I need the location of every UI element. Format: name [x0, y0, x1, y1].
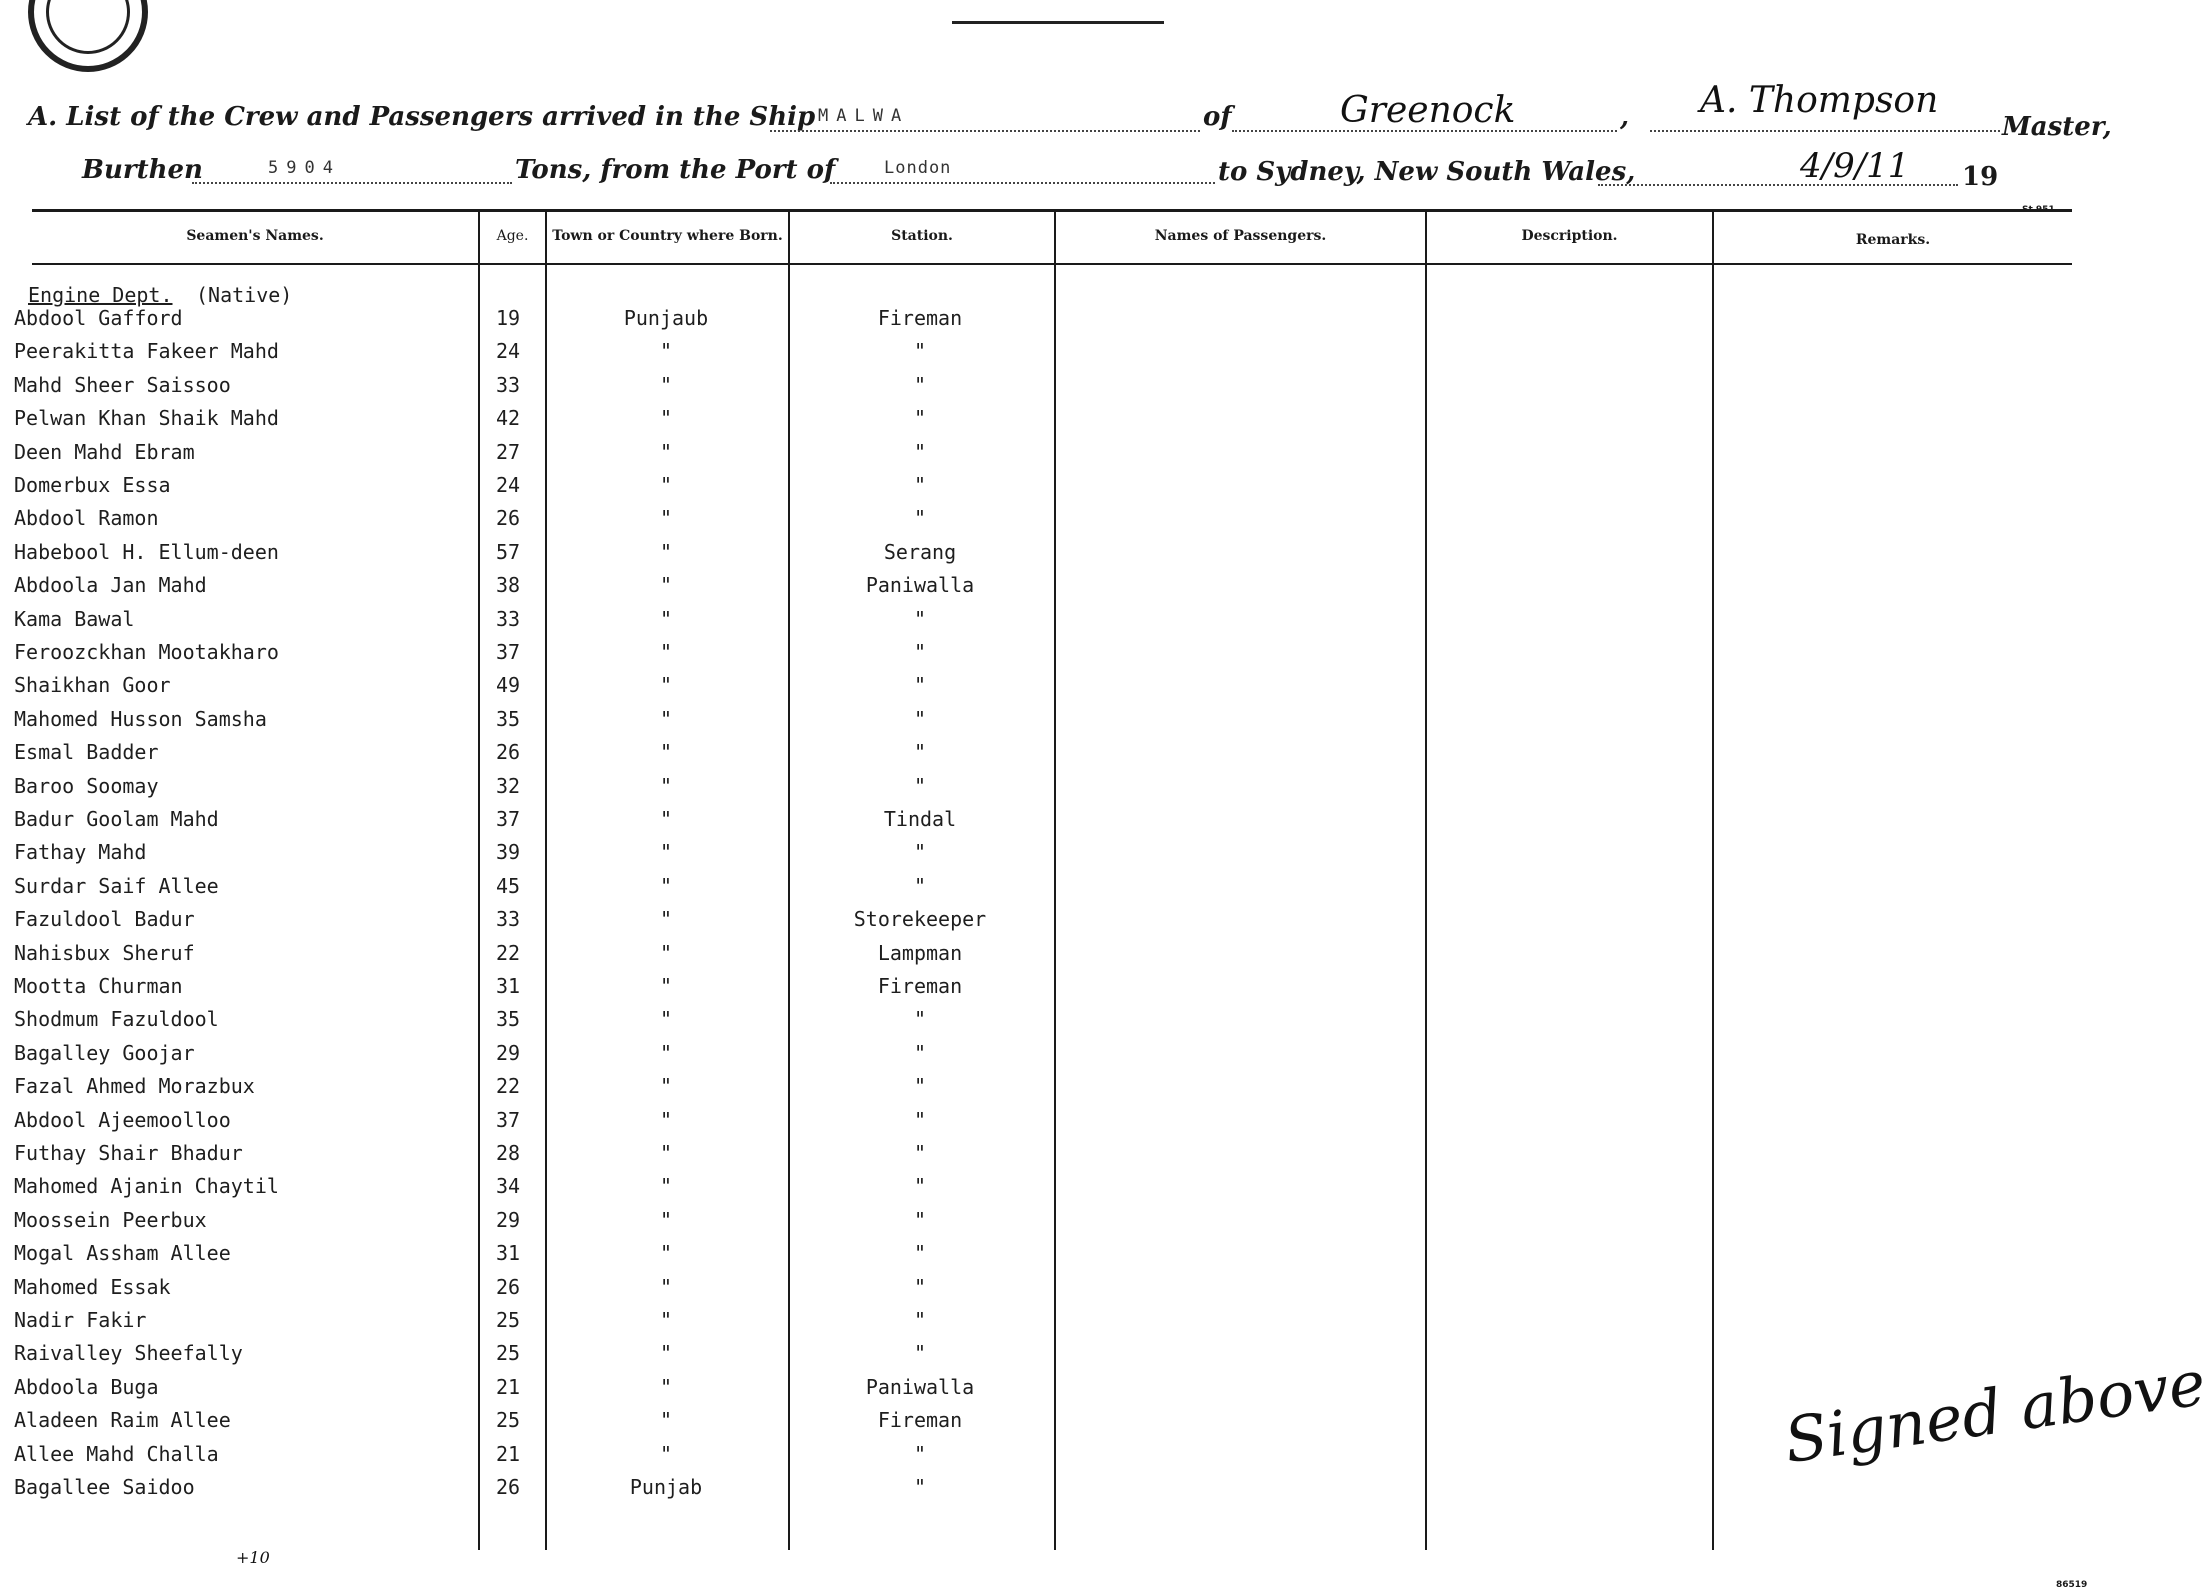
- crew-age: 33: [495, 606, 521, 631]
- crew-born: ": [659, 940, 673, 965]
- crew-age: 38: [495, 573, 521, 598]
- burthen-value: 5904: [268, 158, 341, 178]
- table-row: [0, 707, 2110, 737]
- from-port: London: [884, 158, 952, 178]
- col-header-age: Age.: [496, 228, 529, 244]
- burthen-field-line: [192, 182, 512, 184]
- crew-born: ": [659, 907, 673, 932]
- crew-station: Serang: [883, 539, 957, 564]
- table-row: [0, 840, 2110, 870]
- crew-age: 49: [495, 673, 521, 698]
- crew-age: 26: [495, 1274, 521, 1299]
- crew-name: Baroo Soomay: [14, 773, 159, 798]
- crew-station: ": [913, 640, 927, 664]
- crew-born: ": [659, 640, 673, 664]
- crew-name: Abdool Ramon: [14, 506, 159, 531]
- col-header-remarks: Remarks.: [1855, 232, 1931, 248]
- table-row: [0, 807, 2110, 837]
- crew-born: ": [659, 1174, 673, 1199]
- crew-station: ": [913, 372, 927, 397]
- crew-age: 37: [495, 807, 521, 831]
- crew-name: Moossein Peerbux: [14, 1207, 207, 1232]
- table-row: [0, 673, 2110, 703]
- crew-name: Fazal Ahmed Morazbux: [14, 1074, 255, 1099]
- crew-name: Bagalley Goojar: [14, 1040, 195, 1065]
- top-rule: [952, 21, 1164, 24]
- table-row: [0, 1108, 2110, 1138]
- crew-name: Feroozckhan Mootakharo: [14, 640, 279, 664]
- crew-station: ": [913, 1241, 927, 1266]
- table-row: [0, 373, 2110, 403]
- master-label: Master,: [2002, 112, 2112, 142]
- crew-born: ": [659, 1341, 673, 1366]
- crew-age: 33: [495, 372, 521, 397]
- table-row: [0, 1341, 2110, 1371]
- header-line1: A. List of the Crew and Passengers arrived in the Ship: [28, 102, 816, 132]
- crew-name: Fathay Mahd: [14, 840, 147, 865]
- crew-age: 25: [495, 1408, 521, 1433]
- table-top-rule: [32, 209, 2072, 212]
- crew-age: 21: [495, 1441, 521, 1466]
- crew-born: ": [659, 1274, 673, 1299]
- crew-station: Storekeeper: [853, 907, 987, 932]
- crew-born: ": [659, 706, 673, 731]
- crew-station: ": [913, 339, 927, 364]
- crew-name: Futhay Shair Bhadur: [14, 1141, 243, 1165]
- col-header-station: Station.: [891, 228, 953, 244]
- crew-name: Peerakitta Fakeer Mahd: [14, 339, 279, 364]
- table-row: [0, 306, 2110, 336]
- table-row: [0, 506, 2110, 536]
- crew-born: ": [659, 1241, 673, 1266]
- crew-station: ": [913, 740, 927, 765]
- table-row: [0, 1007, 2110, 1037]
- table-row: [0, 607, 2110, 637]
- crew-name: Deen Mahd Ebram: [14, 439, 195, 464]
- crew-name: Abdool Ajeemoolloo: [14, 1107, 231, 1132]
- crew-station: ": [913, 1040, 927, 1065]
- col-header-description: Description.: [1521, 228, 1618, 244]
- table-row: [0, 1041, 2110, 1071]
- crew-station: Paniwalla: [865, 1374, 975, 1399]
- crew-age: 37: [495, 1107, 521, 1132]
- crew-born: ": [659, 1074, 673, 1099]
- table-row: [0, 974, 2110, 1004]
- crew-station: Fireman: [877, 1408, 963, 1433]
- crew-name: Habebool H. Ellum-deen: [14, 539, 279, 564]
- crew-station: ": [913, 1441, 927, 1466]
- crew-born: ": [659, 1441, 673, 1466]
- crew-name: Esmal Badder: [14, 740, 159, 765]
- crew-born: ": [659, 606, 673, 631]
- table-row: [0, 440, 2110, 470]
- crew-age: 28: [495, 1141, 521, 1165]
- crew-born: Punjaub: [623, 306, 709, 330]
- section-title: Engine Dept.: [28, 283, 173, 307]
- crew-station: ": [913, 473, 927, 497]
- crew-name: Bagallee Saidoo: [14, 1475, 195, 1499]
- crew-born: ": [659, 1040, 673, 1065]
- from-port-field-line: [830, 182, 1215, 184]
- crew-station: ": [913, 1007, 927, 1032]
- home-port-handwritten: Greenock: [1340, 90, 1516, 131]
- crew-station: Tindal: [883, 807, 957, 831]
- crew-born: ": [659, 807, 673, 831]
- of-label: of: [1203, 102, 1232, 132]
- table-row: [0, 874, 2110, 904]
- crew-age: 26: [495, 740, 521, 765]
- ship-name: MALWA: [818, 106, 910, 126]
- crew-station: ": [913, 840, 927, 865]
- crew-born: ": [659, 873, 673, 898]
- table-row: [0, 1275, 2110, 1305]
- crew-born: ": [659, 573, 673, 598]
- year-suffix: 19: [1962, 162, 1999, 192]
- crew-born: ": [659, 539, 673, 564]
- table-row: [0, 1208, 2110, 1238]
- crew-born: ": [659, 1374, 673, 1399]
- table-row: [0, 1141, 2110, 1171]
- table-row: [0, 640, 2110, 670]
- crew-name: Mahomed Ajanin Chaytil: [14, 1174, 279, 1199]
- crew-name: Abdoola Buga: [14, 1374, 159, 1399]
- table-row: [0, 1308, 2110, 1338]
- crew-station: ": [913, 1308, 927, 1332]
- crew-born: ": [659, 1308, 673, 1332]
- table-row: [0, 406, 2110, 436]
- crew-name: Allee Mahd Challa: [14, 1441, 219, 1466]
- crew-name: Shodmum Fazuldool: [14, 1007, 219, 1032]
- crew-name: Fazuldool Badur: [14, 907, 195, 932]
- table-row: [0, 941, 2110, 971]
- seal-stamp: [28, 0, 148, 72]
- table-row: [0, 740, 2110, 770]
- crew-age: 31: [495, 1241, 521, 1266]
- crew-age: 39: [495, 840, 521, 865]
- crew-born: ": [659, 740, 673, 765]
- crew-born: ": [659, 840, 673, 865]
- crew-age: 45: [495, 873, 521, 898]
- crew-age: 29: [495, 1207, 521, 1232]
- crew-age: 35: [495, 706, 521, 731]
- crew-station: Paniwalla: [865, 573, 975, 598]
- crew-station: ": [913, 706, 927, 731]
- comma: ,: [1620, 102, 1630, 132]
- crew-age: 42: [495, 406, 521, 431]
- crew-name: Mootta Churman: [14, 974, 183, 998]
- crew-born: Punjab: [629, 1475, 703, 1499]
- crew-station: ": [913, 1107, 927, 1132]
- crew-name: Raivalley Sheefally: [14, 1341, 243, 1366]
- crew-age: 27: [495, 439, 521, 464]
- crew-age: 33: [495, 907, 521, 932]
- master-signature: A. Thompson: [1700, 80, 1939, 121]
- crew-age: 26: [495, 506, 521, 531]
- crew-station: ": [913, 506, 927, 531]
- crew-age: 35: [495, 1007, 521, 1032]
- table-row: [0, 774, 2110, 804]
- table-row: [0, 1174, 2110, 1204]
- crew-born: ": [659, 506, 673, 531]
- stray-mark: +10: [236, 1548, 270, 1567]
- crew-station: Fireman: [877, 306, 963, 330]
- crew-age: 24: [495, 339, 521, 364]
- crew-born: ": [659, 439, 673, 464]
- table-row: [0, 1241, 2110, 1271]
- crew-name: Nahisbux Sheruf: [14, 940, 195, 965]
- crew-born: ": [659, 372, 673, 397]
- crew-born: ": [659, 473, 673, 497]
- table-row: [0, 540, 2110, 570]
- table-row: [0, 907, 2110, 937]
- crew-born: ": [659, 1141, 673, 1165]
- table-row: [0, 1475, 2110, 1505]
- crew-name: Mahd Sheer Saissoo: [14, 372, 231, 397]
- crew-age: 25: [495, 1341, 521, 1366]
- crew-born: ": [659, 1107, 673, 1132]
- crew-station: ": [913, 1174, 927, 1199]
- crew-age: 25: [495, 1308, 521, 1332]
- crew-station: Fireman: [877, 974, 963, 998]
- crew-station: ": [913, 873, 927, 898]
- crew-station: ": [913, 1074, 927, 1099]
- table-row: [0, 339, 2110, 369]
- col-header-passengers: Names of Passengers.: [1154, 228, 1327, 244]
- crew-age: 21: [495, 1374, 521, 1399]
- crew-age: 34: [495, 1174, 521, 1199]
- crew-station: ": [913, 606, 927, 631]
- crew-age: 22: [495, 940, 521, 965]
- crew-born: ": [659, 1408, 673, 1433]
- table-row: [0, 573, 2110, 603]
- crew-station: ": [913, 1341, 927, 1366]
- crew-station: ": [913, 1274, 927, 1299]
- col-header-born: Town or Country where Born.: [552, 228, 783, 244]
- footer-code: 86519: [2056, 1580, 2088, 1590]
- crew-name: Mahomed Essak: [14, 1274, 171, 1299]
- crew-name: Nadir Fakir: [14, 1308, 147, 1332]
- table-row: [0, 473, 2110, 503]
- crew-born: ": [659, 773, 673, 798]
- table-row: [0, 1074, 2110, 1104]
- table-header-rule: [32, 263, 2072, 265]
- crew-station: ": [913, 1207, 927, 1232]
- col-header-names: Seamen's Names.: [186, 228, 324, 244]
- crew-age: 31: [495, 974, 521, 998]
- crew-born: ": [659, 974, 673, 998]
- crew-name: Mahomed Husson Samsha: [14, 706, 267, 731]
- crew-station: ": [913, 406, 927, 431]
- crew-age: 57: [495, 539, 521, 564]
- crew-born: ": [659, 673, 673, 698]
- crew-name: Surdar Saif Allee: [14, 873, 219, 898]
- crew-name: Kama Bawal: [14, 606, 135, 631]
- crew-age: 32: [495, 773, 521, 798]
- crew-age: 22: [495, 1074, 521, 1099]
- crew-station: ": [913, 773, 927, 798]
- crew-station: ": [913, 1141, 927, 1165]
- crew-age: 19: [495, 306, 521, 330]
- crew-name: Shaikhan Goor: [14, 673, 171, 698]
- crew-name: Aladeen Raim Allee: [14, 1408, 231, 1433]
- crew-name: Domerbux Essa: [14, 473, 171, 497]
- crew-name: Abdool Gafford: [14, 306, 183, 330]
- burthen-label: Burthen: [82, 155, 203, 185]
- crew-age: 37: [495, 640, 521, 664]
- remarks-signed-above: Signed above: [1780, 1346, 2210, 1478]
- crew-station: ": [913, 1475, 927, 1499]
- crew-born: ": [659, 406, 673, 431]
- ship-field-line: [770, 130, 1200, 132]
- crew-name: Pelwan Khan Shaik Mahd: [14, 406, 279, 431]
- crew-age: 29: [495, 1040, 521, 1065]
- crew-station: Lampman: [877, 940, 963, 965]
- to-label: to Sydney, New South Wales,: [1218, 157, 1636, 187]
- table-row: [0, 1375, 2110, 1405]
- crew-name: Mogal Assham Allee: [14, 1241, 231, 1266]
- crew-station: ": [913, 439, 927, 464]
- crew-name: Abdoola Jan Mahd: [14, 573, 207, 598]
- crew-age: 24: [495, 473, 521, 497]
- crew-born: ": [659, 339, 673, 364]
- crew-born: ": [659, 1007, 673, 1032]
- crew-age: 26: [495, 1475, 521, 1499]
- master-field-line: [1650, 130, 2000, 132]
- date-handwritten: 4/9/11: [1800, 146, 1910, 186]
- tons-label: Tons, from the Port of: [515, 155, 836, 185]
- section-note: (Native): [196, 283, 293, 307]
- crew-born: ": [659, 1207, 673, 1232]
- crew-station: ": [913, 673, 927, 698]
- crew-name: Badur Goolam Mahd: [14, 807, 219, 831]
